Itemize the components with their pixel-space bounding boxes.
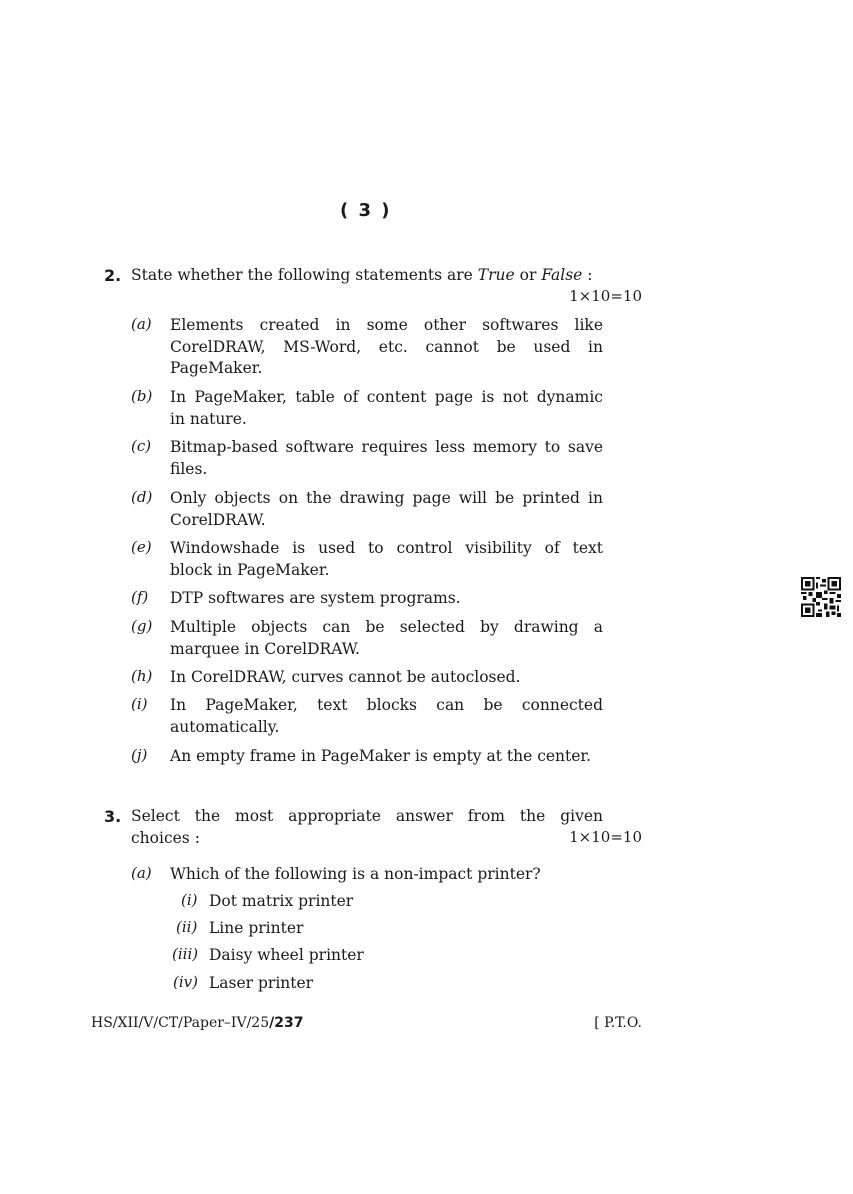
q3-item-a-text: Which of the following is a non-impact printer? xyxy=(170,865,541,883)
q2-item-h-label: (h) xyxy=(131,667,153,685)
q2-item-e xyxy=(170,538,603,581)
q2-marks: 1×10=10 xyxy=(569,287,642,305)
q2-item-b xyxy=(170,387,603,430)
qr-code-icon xyxy=(801,577,841,617)
q2-item-j-line: An empty frame in PageMaker is empty at the center. xyxy=(170,747,592,765)
q3-prompt xyxy=(131,806,603,849)
q2-item-i-line: In PageMaker, text blocks can be connected xyxy=(170,696,603,714)
q2-prompt-or: or xyxy=(514,266,542,284)
q2-item-a-line: PageMaker. xyxy=(170,359,263,377)
q2-item-a-line: CorelDRAW, MS-Word, etc. cannot be used in xyxy=(170,337,603,356)
q2-number: 2. xyxy=(104,266,122,285)
q2-prompt xyxy=(131,265,621,287)
q2-prompt-true: True xyxy=(477,266,515,284)
paper-code-text: HS/XII/V/CT/Paper–IV/25 xyxy=(91,1015,270,1031)
q3-number: 3. xyxy=(104,807,122,826)
q2-item-g xyxy=(170,617,603,660)
q2-item-g-line: marquee in CorelDRAW. xyxy=(170,639,360,658)
q2-item-a xyxy=(170,315,603,380)
q2-item-g-line: Multiple objects can be selected by drawing a xyxy=(170,618,603,636)
q2-item-c-label: (c) xyxy=(131,437,152,455)
q2-item-d xyxy=(170,488,603,531)
q3-option-label: (iv) xyxy=(173,973,198,991)
q3-prompt-line: choices : xyxy=(131,828,200,847)
q3-option-text: Line printer xyxy=(209,919,304,937)
q3-prompt-line: Select the most appropriate answer from the given xyxy=(131,807,603,825)
q2-item-a-label: (a) xyxy=(131,315,152,333)
q2-item-d-line: Only objects on the drawing page will be printed in xyxy=(170,489,603,507)
page-number: ( 3 ) xyxy=(340,200,392,221)
q3-marks: 1×10=10 xyxy=(569,828,642,846)
q3-option-label: (ii) xyxy=(176,918,198,936)
q2-prompt-colon: : xyxy=(582,266,593,284)
q2-item-e-line: Windowshade is used to control visibility of text xyxy=(170,539,603,557)
pto-note: [ P.T.O. xyxy=(594,1015,642,1031)
q2-item-h-line: In CorelDRAW, curves cannot be autoclosed. xyxy=(170,668,521,686)
q2-item-f-label: (f) xyxy=(131,588,149,606)
q2-item-h xyxy=(170,667,603,689)
q2-item-c-line: Bitmap-based software requires less memory to save xyxy=(170,438,603,456)
q2-item-c xyxy=(170,437,603,480)
q2-item-j-label: (j) xyxy=(131,746,148,764)
q2-item-d-label: (d) xyxy=(131,488,153,506)
q3-option-label: (iii) xyxy=(172,945,199,963)
q3-option-label: (i) xyxy=(181,891,198,909)
q2-item-b-line: In PageMaker, table of content page is not dynamic xyxy=(170,388,603,406)
q3-item-a-label: (a) xyxy=(131,864,152,882)
q3-option-text: Dot matrix printer xyxy=(209,892,354,910)
q2-item-i-label: (i) xyxy=(131,695,148,713)
q2-item-b-line: in nature. xyxy=(170,409,247,428)
q2-item-e-line: block in PageMaker. xyxy=(170,560,330,579)
paper-code-number: /237 xyxy=(269,1015,304,1031)
q2-item-e-label: (e) xyxy=(131,538,152,556)
paper-code xyxy=(91,1015,303,1031)
q2-item-f xyxy=(170,588,603,610)
q2-item-i xyxy=(170,695,603,738)
q2-item-d-line: CorelDRAW. xyxy=(170,510,266,529)
q3-option-text: Daisy wheel printer xyxy=(209,946,364,964)
q2-prompt-text: State whether the following statements are xyxy=(131,266,478,284)
q2-item-f-line: DTP softwares are system programs. xyxy=(170,589,461,607)
q2-prompt-false: False xyxy=(541,266,583,284)
q2-item-a-line: Elements created in some other softwares like xyxy=(170,316,603,334)
q2-item-c-line: files. xyxy=(170,459,208,478)
q2-item-j xyxy=(170,746,610,768)
q2-item-i-line: automatically. xyxy=(170,717,280,736)
q3-option-text: Laser printer xyxy=(209,974,314,992)
q2-item-g-label: (g) xyxy=(131,617,153,635)
q2-item-b-label: (b) xyxy=(131,387,153,405)
